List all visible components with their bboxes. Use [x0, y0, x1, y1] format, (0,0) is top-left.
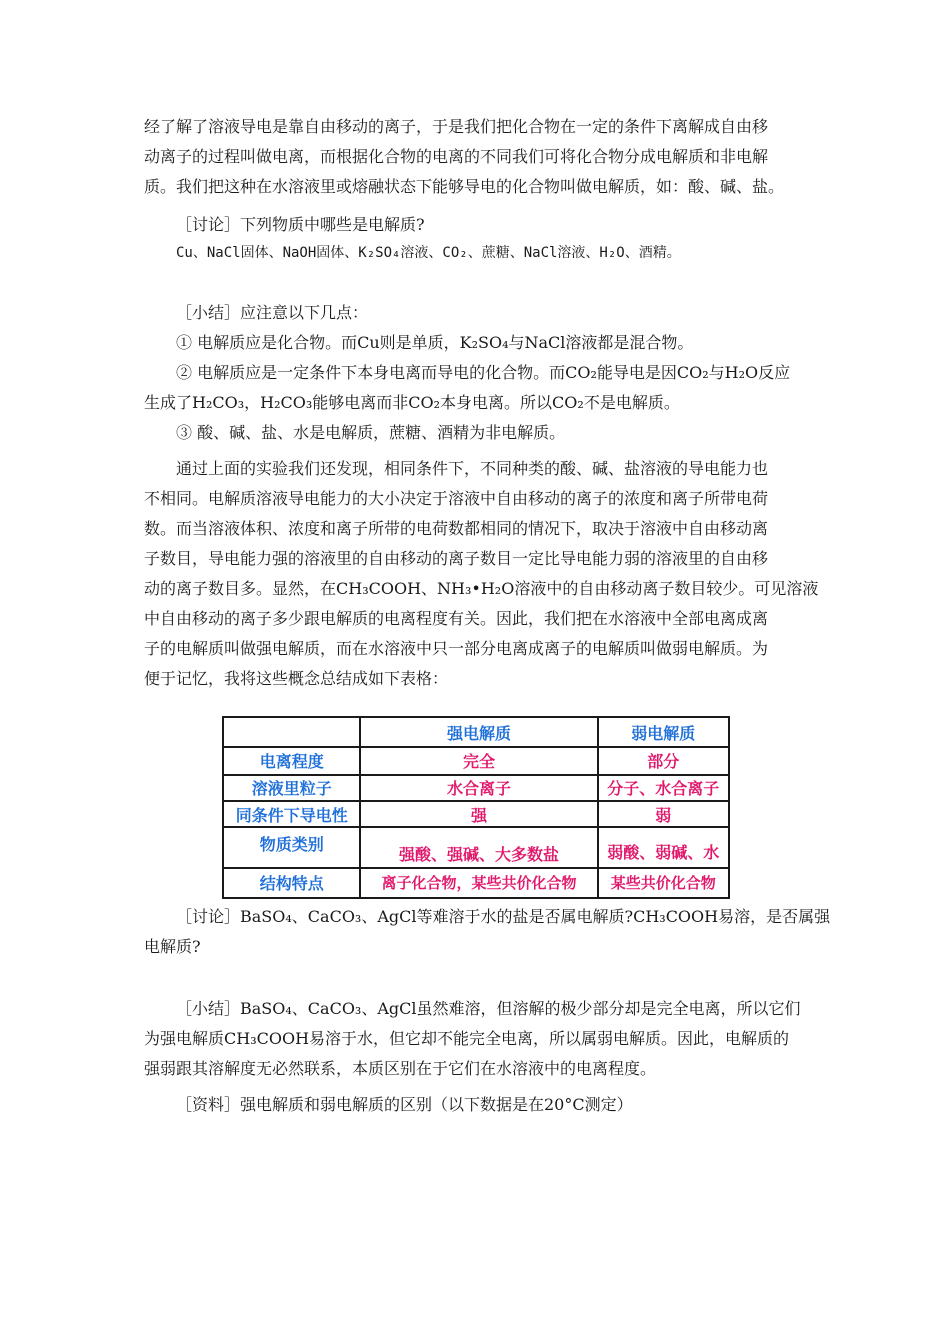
text-line: 不相同。电解质溶液导电能力的大小决定于溶液中自由移动的离子的浓度和离子所带电荷	[144, 489, 769, 508]
substance-list	[144, 238, 808, 268]
text-line: ［讨论］BaSO₄、CaCO₃、AgCl等难溶于水的盐是否属电解质?CH₃COOH易溶，是否属强	[176, 907, 831, 926]
summary-2	[144, 994, 808, 1084]
discussion-heading	[144, 210, 808, 240]
text-line: 动离子的过程叫做电离，而根据化合物的电离的不同我们可将化合物分成电解质和非电解	[144, 147, 769, 166]
summary-heading: ［小结］应注意以下几点：	[176, 303, 369, 322]
summary-point-3: ③ 酸、碱、盐、水是电解质，蔗糖、酒精为非电解质。	[176, 423, 566, 442]
text-line: ［讨论］下列物质中哪些是电解质?	[176, 215, 425, 234]
text-line: 质。我们把这种在水溶液里或熔融状态下能够导电的化合物叫做电解质，如：酸、碱、盐。	[144, 177, 785, 196]
row-label: 同条件下导电性	[223, 801, 360, 827]
strong-value: 强	[360, 801, 597, 827]
text-line: 强弱跟其溶解度无必然联系，本质区别在于它们在水溶液中的电离程度。	[144, 1059, 657, 1078]
table-row	[223, 801, 729, 827]
text-line: ［资料］强电解质和弱电解质的区别（以下数据是在20°C测定）	[176, 1095, 633, 1114]
text-line: 子数目，导电能力强的溶液里的自由移动的离子数目一定比导电能力弱的溶液里的自由移	[144, 549, 769, 568]
electrolyte-comparison-table	[222, 716, 730, 899]
header-cell-weak: 弱电解质	[598, 717, 729, 747]
header-cell-empty	[223, 717, 360, 747]
weak-value: 部分	[598, 747, 729, 774]
text-line: 通过上面的实验我们还发现，相同条件下，不同种类的酸、碱、盐溶液的导电能力也	[176, 459, 769, 478]
resource-heading	[144, 1090, 808, 1120]
row-label: 电离程度	[223, 747, 360, 774]
weak-value: 某些共价化合物	[598, 868, 729, 898]
row-label: 物质类别	[223, 827, 360, 867]
weak-value: 弱	[598, 801, 729, 827]
text-line: 数。而当溶液体积、浓度和离子所带的电荷数都相同的情况下，取决于溶液中自由移动离	[144, 519, 769, 538]
table-row	[223, 775, 729, 801]
weak-value: 弱酸、弱碱、水	[598, 827, 729, 867]
text-line: Cu、NaCl固体、NaOH固体、K₂SO₄溶液、CO₂、蔗糖、NaCl溶液、H₂O、酒精。	[176, 245, 681, 261]
intro-paragraph	[144, 112, 808, 202]
summary-point-1: ① 电解质应是化合物。而Cu则是单质，K₂SO₄与NaCl溶液都是混合物。	[176, 333, 694, 352]
strong-value: 完全	[360, 747, 597, 774]
text-line: 电解质?	[144, 937, 201, 956]
discussion-2	[144, 902, 831, 962]
strong-value: 离子化合物，某些共价化合物	[360, 868, 597, 898]
table-row	[223, 868, 729, 898]
table-row	[223, 747, 729, 774]
text-line: 子的电解质叫做强电解质，而在水溶液中只一部分电离成离子的电解质叫做弱电解质。为	[144, 639, 769, 658]
text-line: 便于记忆，我将这些概念总结成如下表格：	[144, 669, 449, 688]
row-label: 溶液里粒子	[223, 775, 360, 801]
header-cell-strong: 强电解质	[360, 717, 597, 747]
text-line: ［小结］BaSO₄、CaCO₃、AgCl虽然难溶，但溶解的极少部分却是完全电离，所以它们	[176, 999, 801, 1018]
table-row	[223, 827, 729, 867]
table-header-row	[223, 717, 729, 747]
text-line: 经了解了溶液导电是靠自由移动的离子，于是我们把化合物在一定的条件下离解成自由移	[144, 117, 769, 136]
explanation-paragraph	[144, 454, 819, 694]
text-line: 动的离子数目多。显然，在CH₃COOH、NH₃•H₂O溶液中的自由移动离子数目较少。可见溶液	[144, 579, 819, 598]
strong-value: 强酸、强碱、大多数盐	[360, 827, 597, 867]
weak-value: 分子、水合离子	[598, 775, 729, 801]
summary-section	[144, 298, 808, 448]
text-line: 为强电解质CH₃COOH易溶于水，但它却不能完全电离，所以属弱电解质。因此，电解质的	[144, 1029, 790, 1048]
summary-point-2-cont: 生成了H₂CO₃，H₂CO₃能够电离而非CO₂本身电离。所以CO₂不是电解质。	[144, 393, 680, 412]
strong-value: 水合离子	[360, 775, 597, 801]
summary-point-2: ② 电解质应是一定条件下本身电离而导电的化合物。而CO₂能导电是因CO₂与H₂O反应	[176, 363, 791, 382]
text-line: 中自由移动的离子多少跟电解质的电离程度有关。因此，我们把在水溶液中全部电离成离	[144, 609, 769, 628]
row-label: 结构特点	[223, 868, 360, 898]
